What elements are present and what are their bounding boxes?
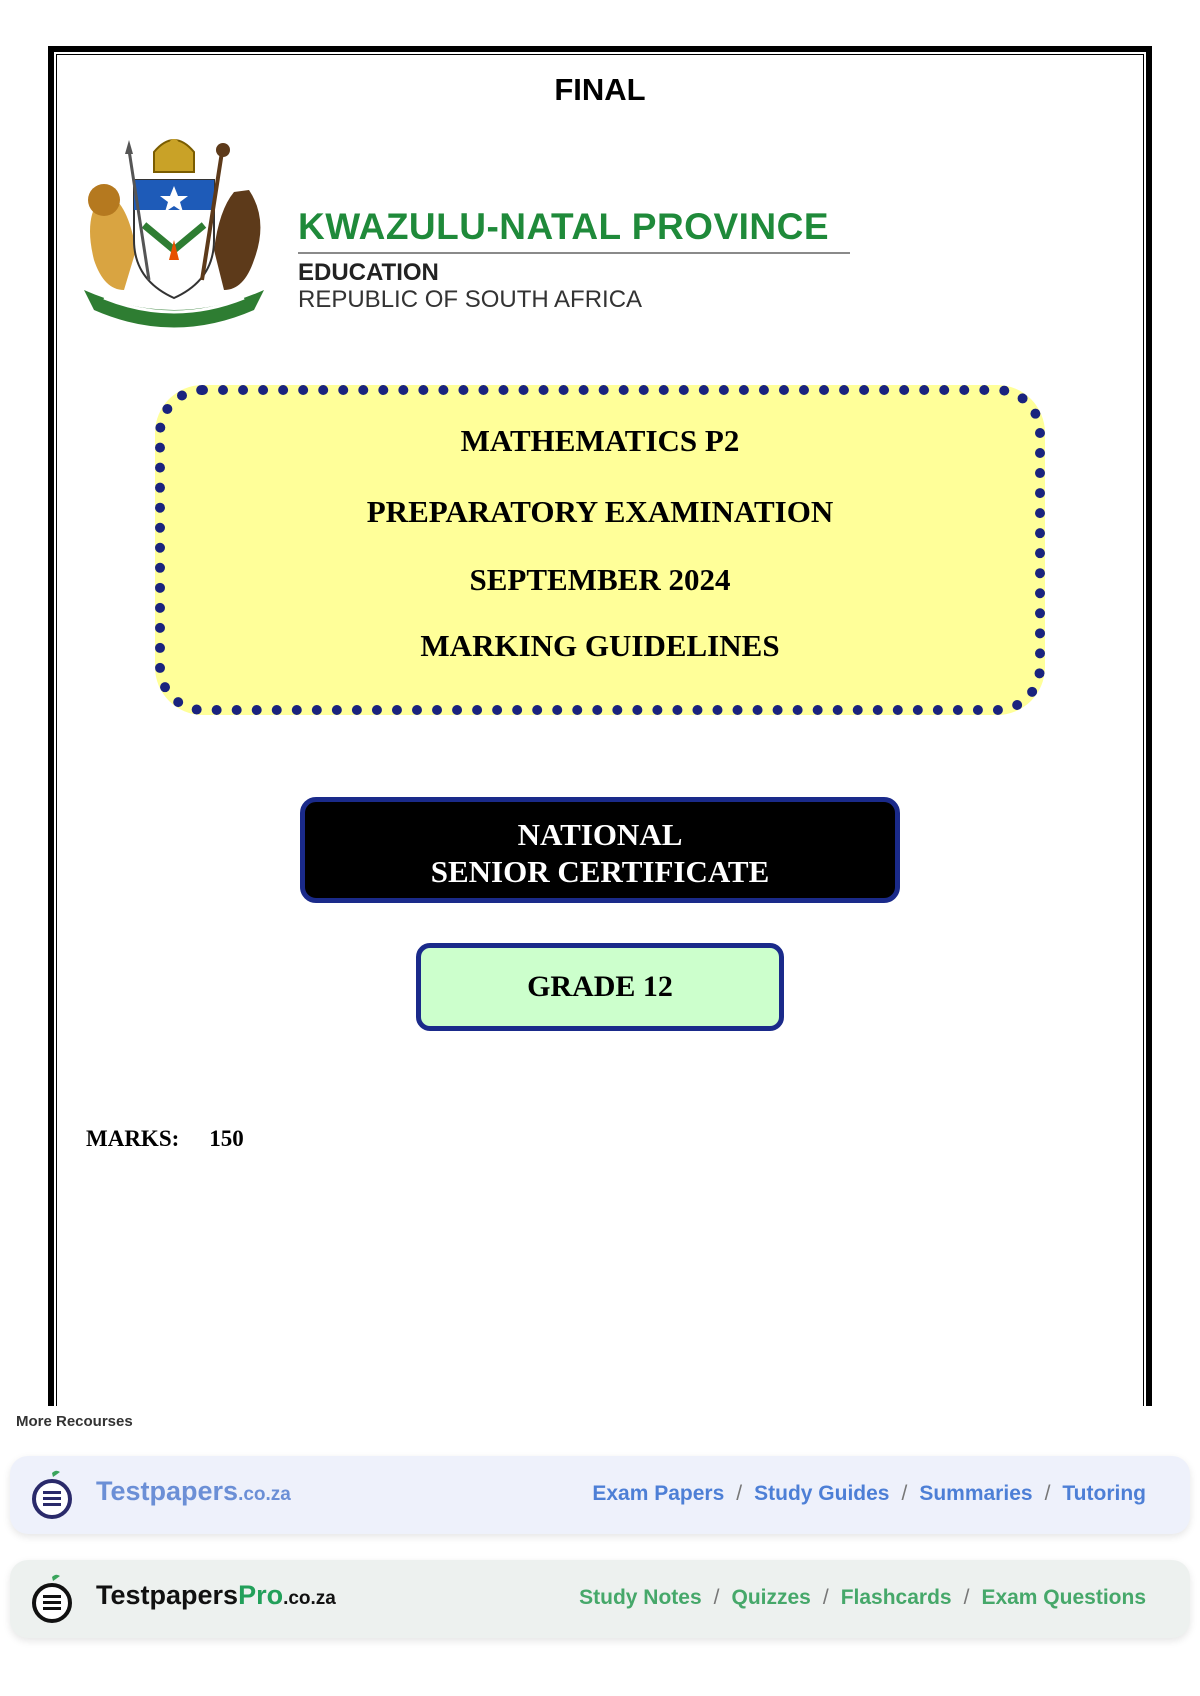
testpaperspro-links [579,1586,1146,1610]
organization-heading [298,206,850,314]
province-name: KWAZULU-NATAL PROVINCE [298,206,830,247]
country-name: REPUBLIC OF SOUTH AFRICA [298,286,643,313]
apple-notepad-icon [28,1573,76,1625]
link-quizzes[interactable]: Quizzes [731,1586,811,1609]
link-summaries[interactable]: Summaries [919,1482,1033,1505]
coat-of-arms-icon [74,130,274,330]
more-resources-heading: More Recourses [16,1413,133,1430]
brand-name: Testpapers [96,1476,239,1506]
link-study-notes[interactable]: Study Notes [579,1586,702,1609]
heading-divider [298,252,850,254]
link-separator: / [901,1482,908,1505]
link-separator: / [713,1586,720,1609]
testpapers-links [592,1482,1146,1506]
brand-tld: .co.za [283,1588,336,1609]
testpapers-logo-text[interactable] [96,1476,291,1507]
certificate-line-1: NATIONAL [517,817,683,852]
link-separator: / [1044,1482,1051,1505]
certificate-line-2: SENIOR CERTIFICATE [430,854,770,889]
link-flashcards[interactable]: Flashcards [840,1586,952,1609]
exam-title-box [155,385,1045,715]
link-exam-questions[interactable]: Exam Questions [981,1586,1146,1609]
apple-notepad-icon [28,1469,76,1521]
brand-pro: Pro [238,1580,284,1610]
department-name: EDUCATION [298,259,439,286]
testpaperspro-logo-text[interactable] [96,1580,336,1611]
link-tutoring[interactable]: Tutoring [1062,1482,1146,1505]
certificate-box [300,797,900,903]
link-separator: / [963,1586,970,1609]
subject-title: MATHEMATICS P2 [460,423,740,458]
link-separator: / [736,1482,743,1505]
link-separator: / [822,1586,829,1609]
marks-line [86,1126,244,1152]
testpapers-banner[interactable] [10,1456,1190,1534]
exam-title: PREPARATORY EXAMINATION [366,494,834,529]
grade-box: GRADE 12 [416,943,784,1031]
marks-label: MARKS: [86,1126,180,1151]
link-exam-papers[interactable]: Exam Papers [592,1482,725,1505]
document-type: MARKING GUIDELINES [420,628,780,663]
brand-tld: .co.za [238,1484,291,1505]
testpaperspro-banner[interactable] [10,1560,1190,1638]
exam-date: SEPTEMBER 2024 [469,562,731,597]
brand-name: Testpapers [96,1580,239,1610]
final-status-label: FINAL [554,72,646,107]
link-study-guides[interactable]: Study Guides [754,1482,890,1505]
marks-value: 150 [209,1126,244,1151]
